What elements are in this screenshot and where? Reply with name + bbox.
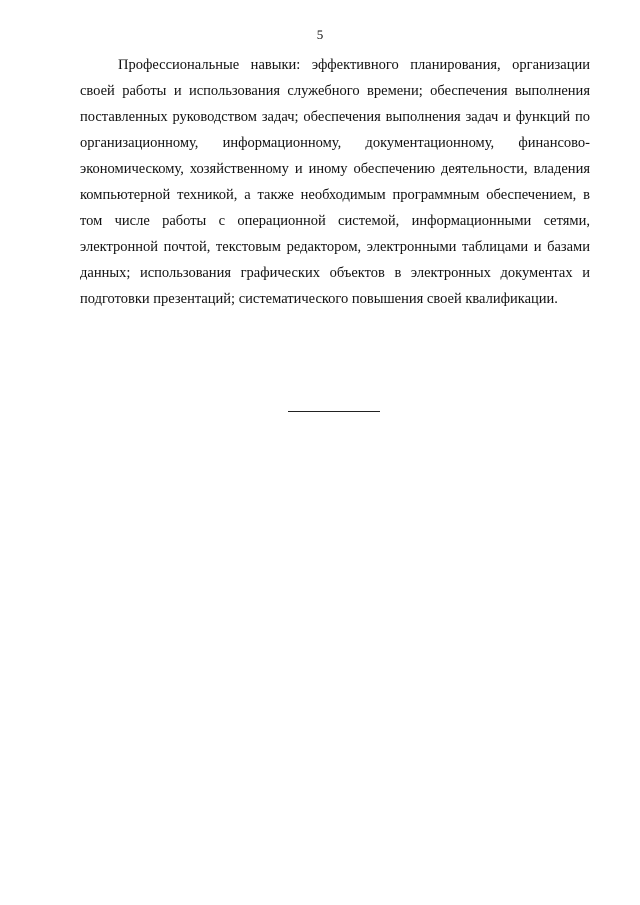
body-paragraph (80, 52, 590, 312)
end-of-document-line (288, 411, 380, 412)
paragraph-text: Профессиональные навыки: эффективного планирования, организации своей работы и использования служебного времени; обеспечения выполнения поставленных руководством задач; обеспечения выполнения задач и функций по организационному, информационному, документационному, финансово-экономическому, хозяйственному и иному обеспечению деятельности, владения компьютерной техникой, а также необходимым программным обеспечением, в том числе работы с операционной системой, информационными сетями, электронной почтой, текстовым редактором, электронными таблицами и базами данных; использования графических объектов в электронных документах и подготовки презентаций; систематического повышения своей квалификации. (80, 57, 590, 307)
page-number: 5 (316, 27, 324, 42)
